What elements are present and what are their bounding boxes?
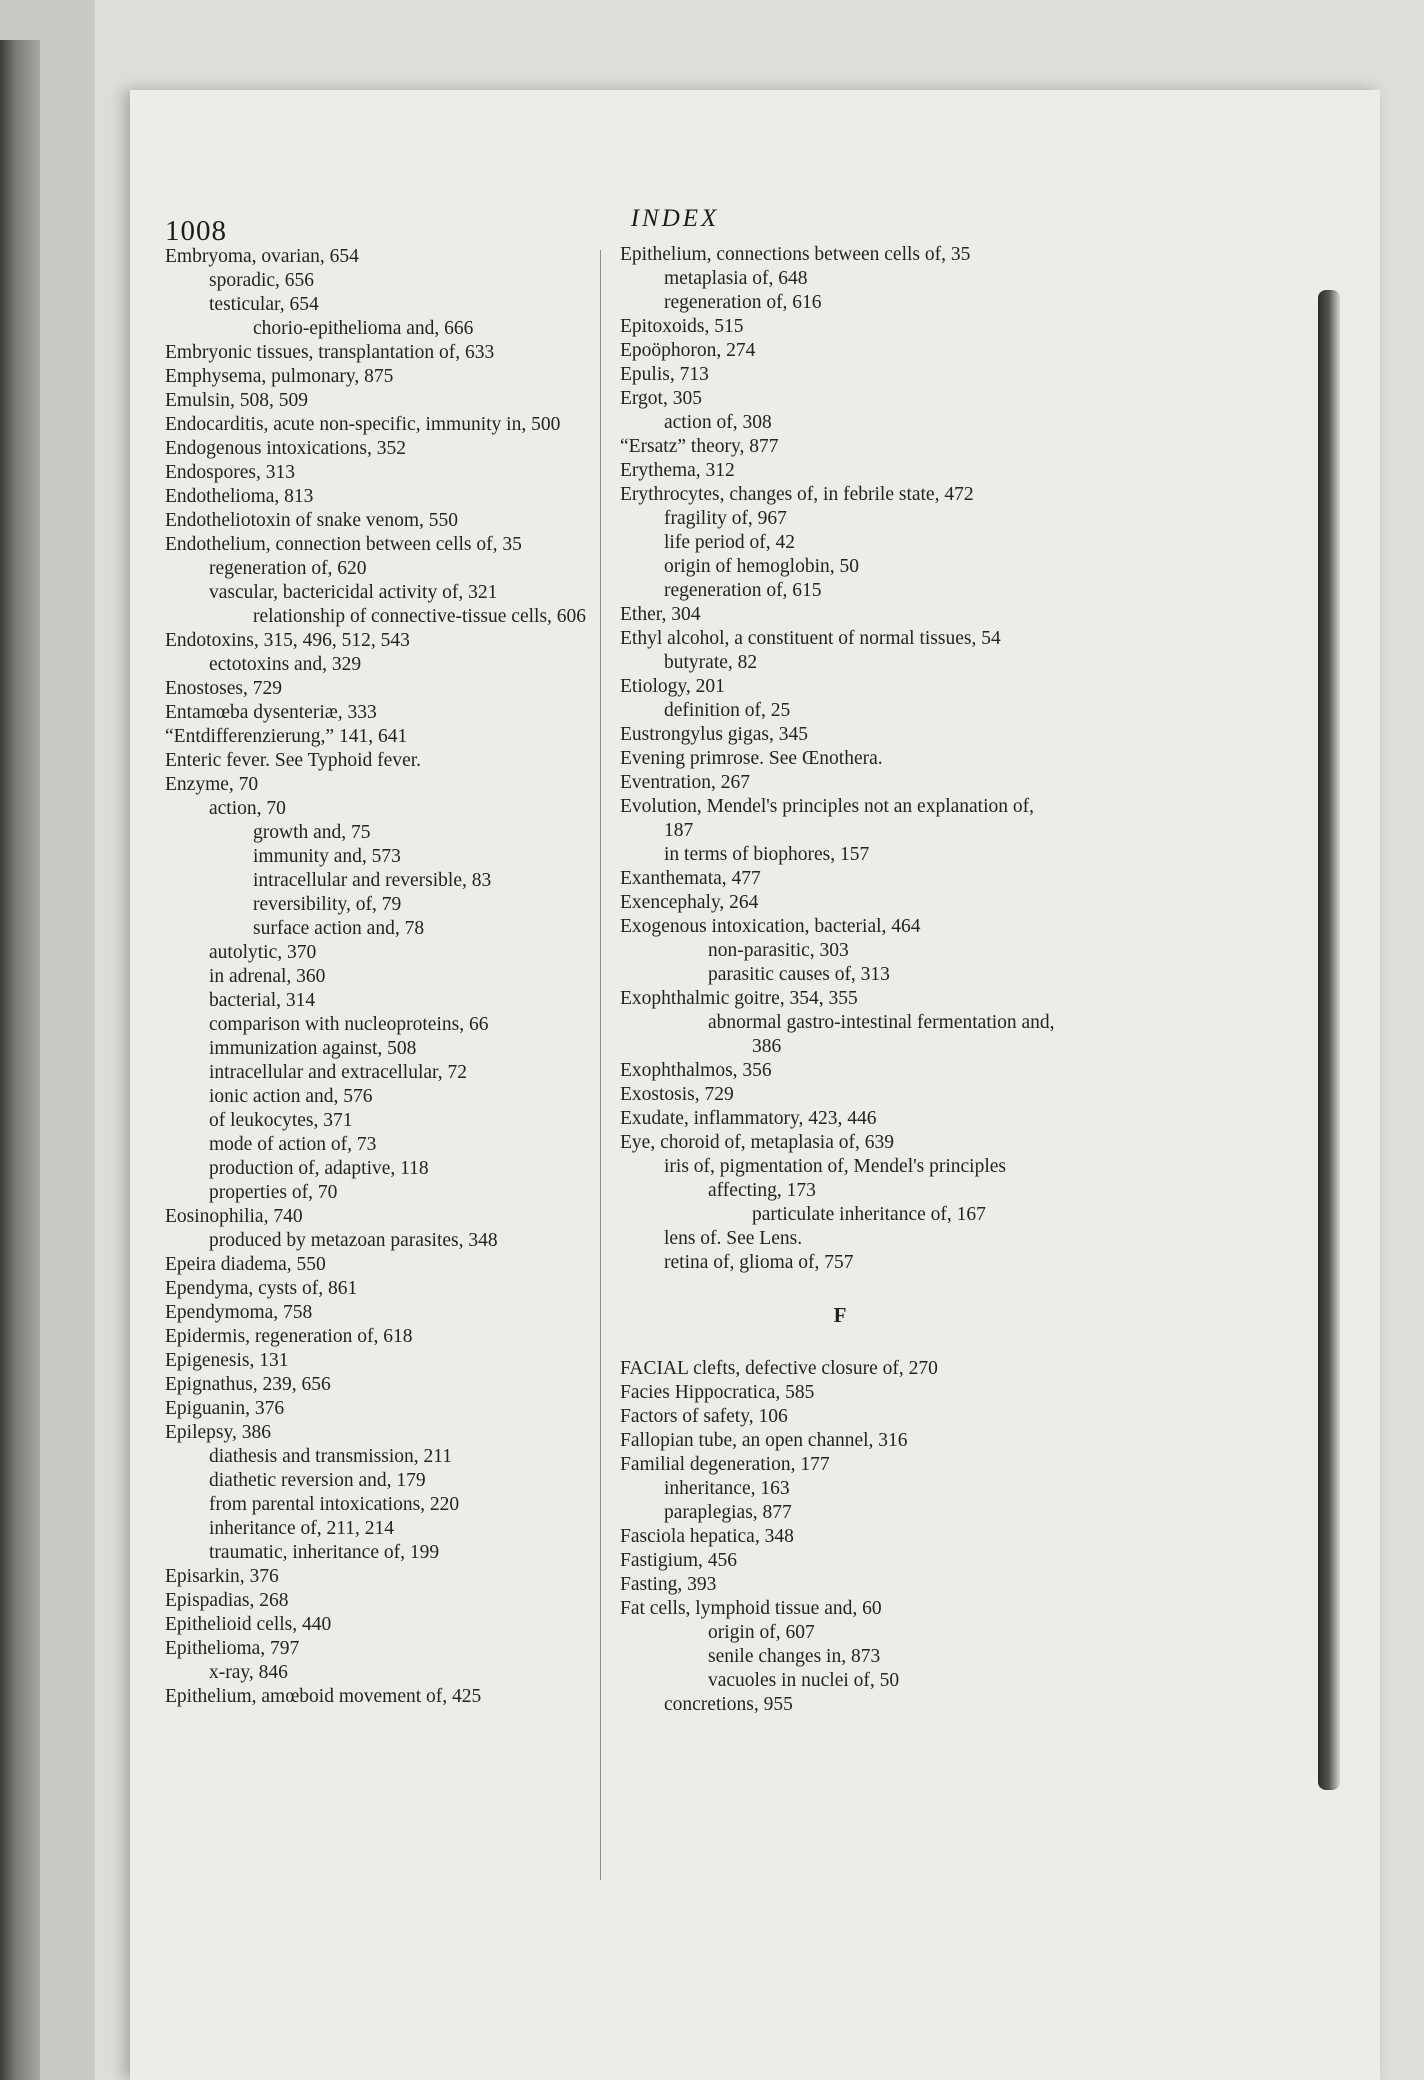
index-entry: production of, adaptive, 118 bbox=[209, 1158, 429, 1179]
index-entry: regeneration of, 615 bbox=[664, 580, 822, 601]
index-entry: paraplegias, 877 bbox=[664, 1502, 792, 1523]
index-entry: Exostosis, 729 bbox=[620, 1084, 734, 1105]
index-entry: Enteric fever. See Typhoid fever. bbox=[165, 750, 422, 771]
index-entry: Epignathus, 239, 656 bbox=[165, 1374, 331, 1395]
index-column-right bbox=[620, 243, 1060, 1717]
index-entry: Epoöphoron, 274 bbox=[620, 340, 756, 361]
index-entry: diathetic reversion and, 179 bbox=[209, 1470, 426, 1491]
index-entry: Erythrocytes, changes of, in febrile state, 472 bbox=[620, 484, 974, 505]
index-entry: lens of. See Lens. bbox=[664, 1228, 803, 1249]
index-entry: autolytic, 370 bbox=[209, 942, 317, 963]
index-entry: comparison with nucleoproteins, 66 bbox=[209, 1014, 489, 1035]
index-entry: intracellular and extracellular, 72 bbox=[209, 1062, 468, 1083]
index-entry: butyrate, 82 bbox=[664, 652, 758, 673]
index-entry: Epilepsy, 386 bbox=[165, 1422, 271, 1443]
index-entry: Epithelium, amœboid movement of, 425 bbox=[165, 1686, 482, 1707]
index-entry: Evening primrose. See Œnothera. bbox=[620, 748, 883, 769]
torn-page-edge bbox=[1318, 290, 1340, 1790]
index-entry: action, 70 bbox=[209, 798, 286, 819]
index-entry: ectotoxins and, 329 bbox=[209, 654, 362, 675]
index-entry: Embryoma, ovarian, 654 bbox=[165, 246, 359, 267]
index-entry: Endospores, 313 bbox=[165, 462, 295, 483]
running-head bbox=[165, 205, 1185, 245]
index-entries-e bbox=[620, 243, 1060, 1275]
index-entry: Exanthemata, 477 bbox=[620, 868, 761, 889]
index-entry: diathesis and transmission, 211 bbox=[209, 1446, 453, 1467]
index-entry: Emulsin, 508, 509 bbox=[165, 390, 309, 411]
index-entry: Ependyma, cysts of, 861 bbox=[165, 1278, 358, 1299]
index-entry: regeneration of, 620 bbox=[209, 558, 367, 579]
index-entry: x-ray, 846 bbox=[209, 1662, 288, 1683]
index-entry: in terms of biophores, 157 bbox=[664, 844, 870, 865]
page-number: 1008 bbox=[165, 215, 227, 247]
index-entry: Endothelioma, 813 bbox=[165, 486, 314, 507]
index-entry: Eventration, 267 bbox=[620, 772, 750, 793]
index-entry: intracellular and reversible, 83 bbox=[253, 870, 492, 891]
index-entry: Evolution, Mendel's principles not an explanation of, 187 bbox=[620, 796, 1035, 841]
index-entry: “Ersatz” theory, 877 bbox=[620, 436, 779, 457]
index-entry: Epeira diadema, 550 bbox=[165, 1254, 326, 1275]
index-entry: Exophthalmic goitre, 354, 355 bbox=[620, 988, 858, 1009]
index-entry: of leukocytes, 371 bbox=[209, 1110, 353, 1131]
index-entry: Facies Hippocratica, 585 bbox=[620, 1382, 815, 1403]
index-entry: Fasting, 393 bbox=[620, 1574, 717, 1595]
index-entry: Epiguanin, 376 bbox=[165, 1398, 285, 1419]
index-entry: chorio-epithelioma and, 666 bbox=[253, 318, 474, 339]
index-entry: Exudate, inflammatory, 423, 446 bbox=[620, 1108, 877, 1129]
index-entry: Ether, 304 bbox=[620, 604, 701, 625]
index-entry: Endogenous intoxications, 352 bbox=[165, 438, 407, 459]
index-entry: senile changes in, 873 bbox=[708, 1646, 881, 1667]
page-title: INDEX bbox=[630, 205, 720, 232]
index-entry: Epidermis, regeneration of, 618 bbox=[165, 1326, 413, 1347]
index-entry: Eye, choroid of, metaplasia of, 639 bbox=[620, 1132, 894, 1153]
index-entry: Endotoxins, 315, 496, 512, 543 bbox=[165, 630, 410, 651]
index-entry: Epulis, 713 bbox=[620, 364, 709, 385]
index-entry: in adrenal, 360 bbox=[209, 966, 326, 987]
index-entry: reversibility, of, 79 bbox=[253, 894, 402, 915]
index-entry: parasitic causes of, 313 bbox=[708, 964, 890, 985]
index-entry: Enzyme, 70 bbox=[165, 774, 259, 795]
index-entry: Factors of safety, 106 bbox=[620, 1406, 788, 1427]
index-entry: Episarkin, 376 bbox=[165, 1566, 279, 1587]
index-entry: origin of, 607 bbox=[708, 1622, 815, 1643]
index-entry: abnormal gastro-intestinal fermentation and, 386 bbox=[708, 1012, 1055, 1057]
index-entry: particulate inheritance of, 167 bbox=[752, 1204, 986, 1225]
index-entry: definition of, 25 bbox=[664, 700, 791, 721]
index-entry: vacuoles in nuclei of, 50 bbox=[708, 1670, 900, 1691]
index-entry: non-parasitic, 303 bbox=[708, 940, 849, 961]
index-entry: Ergot, 305 bbox=[620, 388, 702, 409]
index-entry: Endothelium, connection between cells of, 35 bbox=[165, 534, 522, 555]
index-entry: Exencephaly, 264 bbox=[620, 892, 759, 913]
index-entry: Epithelium, connections between cells of, 35 bbox=[620, 244, 971, 265]
index-entry: iris of, pigmentation of, Mendel's principles affecting, 173 bbox=[664, 1156, 1006, 1201]
index-entry: sporadic, 656 bbox=[209, 270, 315, 291]
index-entry: immunization against, 508 bbox=[209, 1038, 417, 1059]
index-entry: fragility of, 967 bbox=[664, 508, 787, 529]
index-entry: Epitoxoids, 515 bbox=[620, 316, 744, 337]
index-entry: vascular, bactericidal activity of, 321 bbox=[209, 582, 498, 603]
index-entry: Enostoses, 729 bbox=[165, 678, 282, 699]
index-entry: regeneration of, 616 bbox=[664, 292, 822, 313]
index-entry: Embryonic tissues, transplantation of, 633 bbox=[165, 342, 495, 363]
index-entry: surface action and, 78 bbox=[253, 918, 425, 939]
index-entry: inheritance, 163 bbox=[664, 1478, 790, 1499]
index-entry: immunity and, 573 bbox=[253, 846, 401, 867]
index-entry: concretions, 955 bbox=[664, 1694, 793, 1715]
index-entry: Epigenesis, 131 bbox=[165, 1350, 289, 1371]
index-entry: life period of, 42 bbox=[664, 532, 796, 553]
index-entry: growth and, 75 bbox=[253, 822, 371, 843]
index-entry: action of, 308 bbox=[664, 412, 772, 433]
index-entry: Exogenous intoxication, bacterial, 464 bbox=[620, 916, 921, 937]
index-entry: properties of, 70 bbox=[209, 1182, 338, 1203]
section-letter: F bbox=[833, 1303, 847, 1327]
index-entry: Ependymoma, 758 bbox=[165, 1302, 313, 1323]
index-entry: testicular, 654 bbox=[209, 294, 319, 315]
index-entry: Endotheliotoxin of snake venom, 550 bbox=[165, 510, 458, 531]
index-entry: Familial degeneration, 177 bbox=[620, 1454, 830, 1475]
index-entry: Emphysema, pulmonary, 875 bbox=[165, 366, 394, 387]
index-entry: Epispadias, 268 bbox=[165, 1590, 289, 1611]
index-entry: metaplasia of, 648 bbox=[664, 268, 808, 289]
index-entry: inheritance of, 211, 214 bbox=[209, 1518, 395, 1539]
index-entry: Fallopian tube, an open channel, 316 bbox=[620, 1430, 908, 1451]
index-entry: produced by metazoan parasites, 348 bbox=[209, 1230, 498, 1251]
index-entry: Endocarditis, acute non-specific, immunity in, 500 bbox=[165, 414, 561, 435]
index-entry: Erythema, 312 bbox=[620, 460, 735, 481]
index-entry: Entamœba dysenteriæ, 333 bbox=[165, 702, 377, 723]
book-spine-edge bbox=[0, 40, 40, 2080]
index-entry: ionic action and, 576 bbox=[209, 1086, 373, 1107]
index-entry: Eosinophilia, 740 bbox=[165, 1206, 303, 1227]
index-entry: from parental intoxications, 220 bbox=[209, 1494, 460, 1515]
index-entry: Epithelioma, 797 bbox=[165, 1638, 300, 1659]
index-entry: Epithelioid cells, 440 bbox=[165, 1614, 332, 1635]
index-entry: Eustrongylus gigas, 345 bbox=[620, 724, 808, 745]
index-entry: traumatic, inheritance of, 199 bbox=[209, 1542, 440, 1563]
index-column-left bbox=[165, 245, 605, 1709]
index-entry: Exophthalmos, 356 bbox=[620, 1060, 772, 1081]
index-entry: FACIAL clefts, defective closure of, 270 bbox=[620, 1358, 938, 1379]
index-entry: Ethyl alcohol, a constituent of normal tissues, 54 bbox=[620, 628, 1001, 649]
index-entries-f bbox=[620, 1357, 1060, 1717]
index-entry: Fasciola hepatica, 348 bbox=[620, 1526, 794, 1547]
index-entry: “Entdifferenzierung,” 141, 641 bbox=[165, 726, 408, 747]
index-entry: relationship of connective-tissue cells, 606 bbox=[253, 606, 587, 627]
index-entry: mode of action of, 73 bbox=[209, 1134, 377, 1155]
index-entry: origin of hemoglobin, 50 bbox=[664, 556, 859, 577]
index-entry: bacterial, 314 bbox=[209, 990, 316, 1011]
index-entry: retina of, glioma of, 757 bbox=[664, 1252, 854, 1273]
index-entry: Fat cells, lymphoid tissue and, 60 bbox=[620, 1598, 882, 1619]
index-entry: Etiology, 201 bbox=[620, 676, 725, 697]
index-entry: Fastigium, 456 bbox=[620, 1550, 738, 1571]
